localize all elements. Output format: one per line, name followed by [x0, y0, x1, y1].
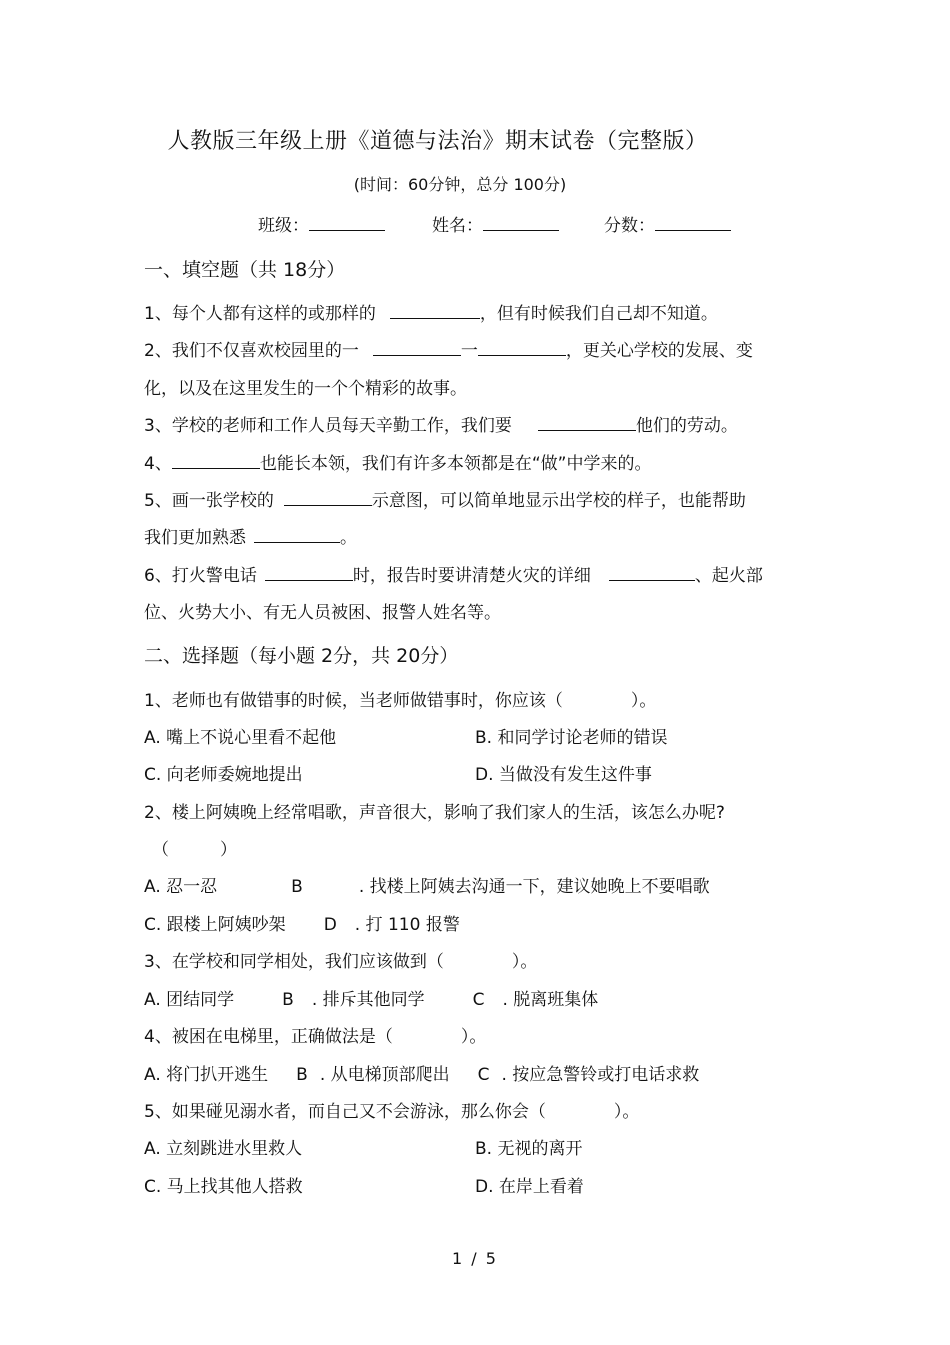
name-field [432, 211, 559, 236]
class-field [258, 211, 385, 236]
score-label: 分数： [604, 216, 655, 236]
option-c[interactable]: . 按应急警铃或打电话求救 [501, 1065, 700, 1085]
option-a[interactable]: A. 忍一忍 [144, 877, 218, 897]
exam-subtitle: (时间：60分钟，总分 100分) [353, 175, 567, 194]
option-c-letter: C [472, 990, 485, 1010]
option-b[interactable]: B. 和同学讨论老师的错误 [475, 728, 668, 748]
option-row [144, 760, 744, 785]
option-c-letter: C [477, 1065, 490, 1085]
question-text: 5、画一张学校的 [144, 491, 274, 511]
choice-question: 2、楼上阿姨晚上经常唱歌，声音很大，影响了我们家人的生活，该怎么办呢? [144, 803, 725, 823]
answer-blank[interactable] [265, 566, 353, 581]
page-number: 1 / 5 [452, 1249, 498, 1268]
fill-question [144, 449, 651, 474]
name-label: 姓名： [432, 216, 483, 236]
option-c[interactable]: C. 向老师委婉地提出 [144, 765, 303, 785]
option-b-letter: B [296, 1065, 308, 1085]
option-d-letter: D [323, 915, 337, 935]
class-blank[interactable] [309, 216, 385, 231]
section-heading: 二、选择题（每小题 2分，共 20分） [144, 645, 459, 667]
answer-blank[interactable] [478, 341, 566, 356]
section-heading: 一、填空题（共 18分） [144, 259, 346, 281]
score-field [604, 211, 731, 236]
question-continuation: 化，以及在这里发生的一个个精彩的故事。 [144, 379, 467, 399]
option-b-letter: B [291, 877, 303, 897]
option-d[interactable]: . 打 110 报警 [354, 915, 460, 935]
question-text: 。 [340, 528, 357, 548]
answer-blank[interactable] [538, 416, 636, 431]
option-a[interactable]: A. 将门扒开逃生 [144, 1065, 269, 1085]
score-blank[interactable] [655, 216, 731, 231]
answer-paren: （ ） [152, 840, 237, 860]
answer-blank[interactable] [284, 491, 372, 506]
option-row [144, 1134, 744, 1159]
fill-question [144, 336, 753, 361]
answer-blank[interactable] [390, 304, 480, 319]
choice-question: 1、老师也有做错事的时候，当老师做错事时，你应该（ ）。 [144, 691, 657, 711]
option-c[interactable]: . 脱离班集体 [502, 990, 599, 1010]
fill-question [144, 561, 763, 586]
question-text: 1、每个人都有这样的或那样的 [144, 304, 376, 324]
fill-question [144, 411, 738, 436]
name-blank[interactable] [483, 216, 559, 231]
question-text: 2、我们不仅喜欢校园里的一 [144, 341, 359, 361]
option-b[interactable]: . 找楼上阿姨去沟通一下，建议她晚上不要唱歌 [358, 877, 710, 897]
answer-blank[interactable] [373, 341, 461, 356]
option-d[interactable]: D. 当做没有发生这件事 [475, 765, 652, 785]
option-b[interactable]: . 从电梯顶部爬出 [319, 1065, 450, 1085]
option-row [144, 985, 598, 1010]
fill-question [144, 299, 718, 324]
question-text: 3、学校的老师和工作人员每天辛勤工作，我们要 [144, 416, 512, 436]
option-row [144, 1060, 699, 1085]
exam-title: 人教版三年级上册《道德与法治》期末试卷（完整版） [167, 129, 708, 154]
answer-blank[interactable] [254, 528, 340, 543]
option-row [144, 723, 744, 748]
option-b[interactable]: . 排斥其他同学 [311, 990, 425, 1010]
question-text: 我们更加熟悉 [144, 528, 246, 548]
choice-question: 5、如果碰见溺水者，而自己又不会游泳，那么你会（ ）。 [144, 1102, 640, 1122]
fill-question [144, 486, 746, 511]
option-b[interactable]: B. 无视的离开 [475, 1139, 583, 1159]
question-text: 、起火部 [694, 566, 763, 586]
option-row [144, 1172, 744, 1197]
option-a[interactable]: A. 嘴上不说心里看不起他 [144, 728, 337, 748]
option-d[interactable]: D. 在岸上看着 [475, 1177, 584, 1197]
question-continuation: 位、火势大小、有无人员被困、报警人姓名等。 [144, 603, 501, 623]
option-row [144, 872, 710, 897]
answer-blank[interactable] [172, 454, 260, 469]
choice-question: 3、在学校和同学相处，我们应该做到（ ）。 [144, 952, 538, 972]
question-text: 也能长本领，我们有许多本领都是在“做”中学来的。 [259, 454, 652, 474]
option-b-letter: B [282, 990, 294, 1010]
answer-blank[interactable] [609, 566, 695, 581]
option-c[interactable]: C. 跟楼上阿姨吵架 [144, 915, 286, 935]
class-label: 班级： [258, 216, 309, 236]
option-a[interactable]: A. 立刻跳进水里救人 [144, 1139, 303, 1159]
option-c[interactable]: C. 马上找其他人搭救 [144, 1177, 303, 1197]
question-text: 示意图，可以简单地显示出学校的样子，也能帮助 [371, 491, 746, 511]
question-text: 时，报告时要讲清楚火灾的详细 [352, 566, 591, 586]
choice-question: 4、被困在电梯里，正确做法是（ ）。 [144, 1027, 487, 1047]
option-row [144, 910, 460, 935]
question-text: ，更关心学校的发展、变 [565, 341, 753, 361]
question-text: 一 [460, 341, 478, 361]
question-text: 6、打火警电话 [144, 566, 257, 586]
question-text: 他们的劳动。 [635, 416, 738, 436]
question-text: ，但有时候我们自己却不知道。 [479, 304, 718, 324]
option-a[interactable]: A. 团结同学 [144, 990, 235, 1010]
fill-question [144, 523, 357, 548]
question-text: 4、 [144, 454, 172, 474]
